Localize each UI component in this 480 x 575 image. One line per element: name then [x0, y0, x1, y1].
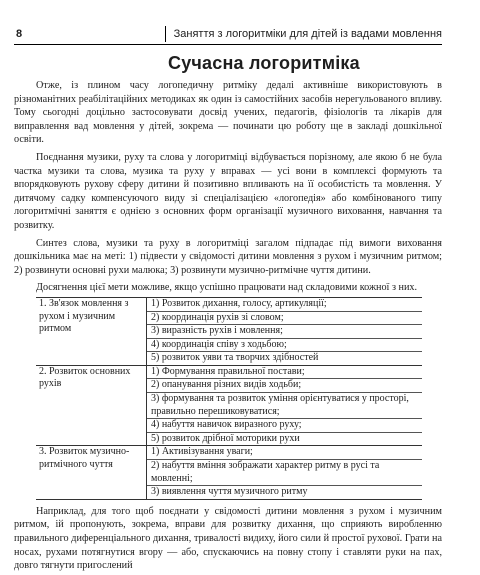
paragraph: Досягнення цієї мети можливе, якщо успішно працювати над складовими кожної з них.: [36, 282, 418, 294]
table-item: 5) розвиток дрібної моторики рухи: [151, 432, 300, 444]
paragraph: Наприклад, для того щоб поєднати у свідомості дитини мовлення з рухом і музичним ритмом, ій пропонують, зокрема, вправи для розвитку дихання, що сприяють виробленню правильного диференціального дихання, тривалості видиху, його сили й простої рухової. Грати на носах, рухами потягнутися вгору — або, спускаючись на повну стопу і ставляти руки на пах, довго тягнути пригослений: [14, 505, 442, 572]
running-title: Заняття з логоритміки для дітей із вадами мовлення: [165, 26, 442, 42]
table-row: [36, 365, 422, 446]
table-item: 1) Активізування уваги;: [147, 446, 422, 460]
table-category: 3. Розвиток музично-ритмічного чуття: [36, 446, 147, 499]
table-item: 1) Розвиток дихання, голосу, артикуляції;: [147, 298, 422, 312]
page-number: 8: [16, 28, 23, 40]
table-item: 3) виразність рухів і мовлення;: [147, 325, 422, 339]
table-item: 4) набуття навичок виразного руху;: [147, 419, 422, 433]
table-category: 1. Зв'язок мовлення з рухом і музичним ритмом: [36, 297, 147, 365]
running-header: [14, 28, 442, 45]
section-title: Сучасна логоритміка: [168, 53, 360, 73]
table-category: 2. Розвиток основних рухів: [36, 365, 147, 446]
table-item: 1) Формування правильної постави;: [147, 366, 422, 380]
paragraph: Поєднання музики, руху та слова у логоритміці відбувається порізному, але якою б не була частка музики та слова, музика та руху у вправах — усі вони в комплексі формують та впорядковують рухову сферу дитини й позитивно впливають на її особистість та мовлення. У дитячому садку компенсуючого виду зі спеціалізацією «логопедія» або комбінованого типу логоритмічні заняття є однією з основних форм організації музичного виховання, навчання та розвитку.: [14, 151, 442, 231]
table-item: 3) виявлення чуття музичного ритму: [151, 486, 308, 498]
body-text: [14, 79, 442, 575]
table-row: [36, 446, 422, 499]
table-item: 2) опанування різних видів ходьби;: [147, 379, 422, 393]
table-item: 3) формування та розвиток уміння орієнтуватися у просторі, правильно перешиковуватися;: [147, 393, 422, 419]
paragraph: Отже, із плином часу логопедичну ритміку дедалі активніше використовують в різноманітних реабілітаційних методиках як один із самостійних засобів нерегульованого впливу. Тому сьогодні доцільно застосовувати досвід учених, педагогів, фізіологів та лікарів для виправлення вад мовлення у дітей, зокрема — починати цю роботу ще в закладі дошкільної освіти.: [14, 80, 442, 146]
table-item: 4) координація співу з ходьбою;: [147, 339, 422, 353]
table-item: 2) координація рухів зі словом;: [147, 312, 422, 326]
table-item: 5) розвиток уяви та творчих здібностей: [151, 352, 319, 364]
paragraph: Синтез слова, музики та руху в логоритміці загалом підпадає під вимоги виховання дошкільника має на меті: 1) підвести у свідомості дитини мовлення з рухом і музичним ритмом; 2) розвинути основні рухи малюка; 3) розвинути музично-ритмічне чуття дитини.: [14, 237, 442, 276]
table-row: [36, 297, 422, 365]
methods-table: [36, 297, 422, 500]
table-item: 2) набуття вміння зображати характер ритму в русі та мовленні;: [147, 460, 422, 486]
